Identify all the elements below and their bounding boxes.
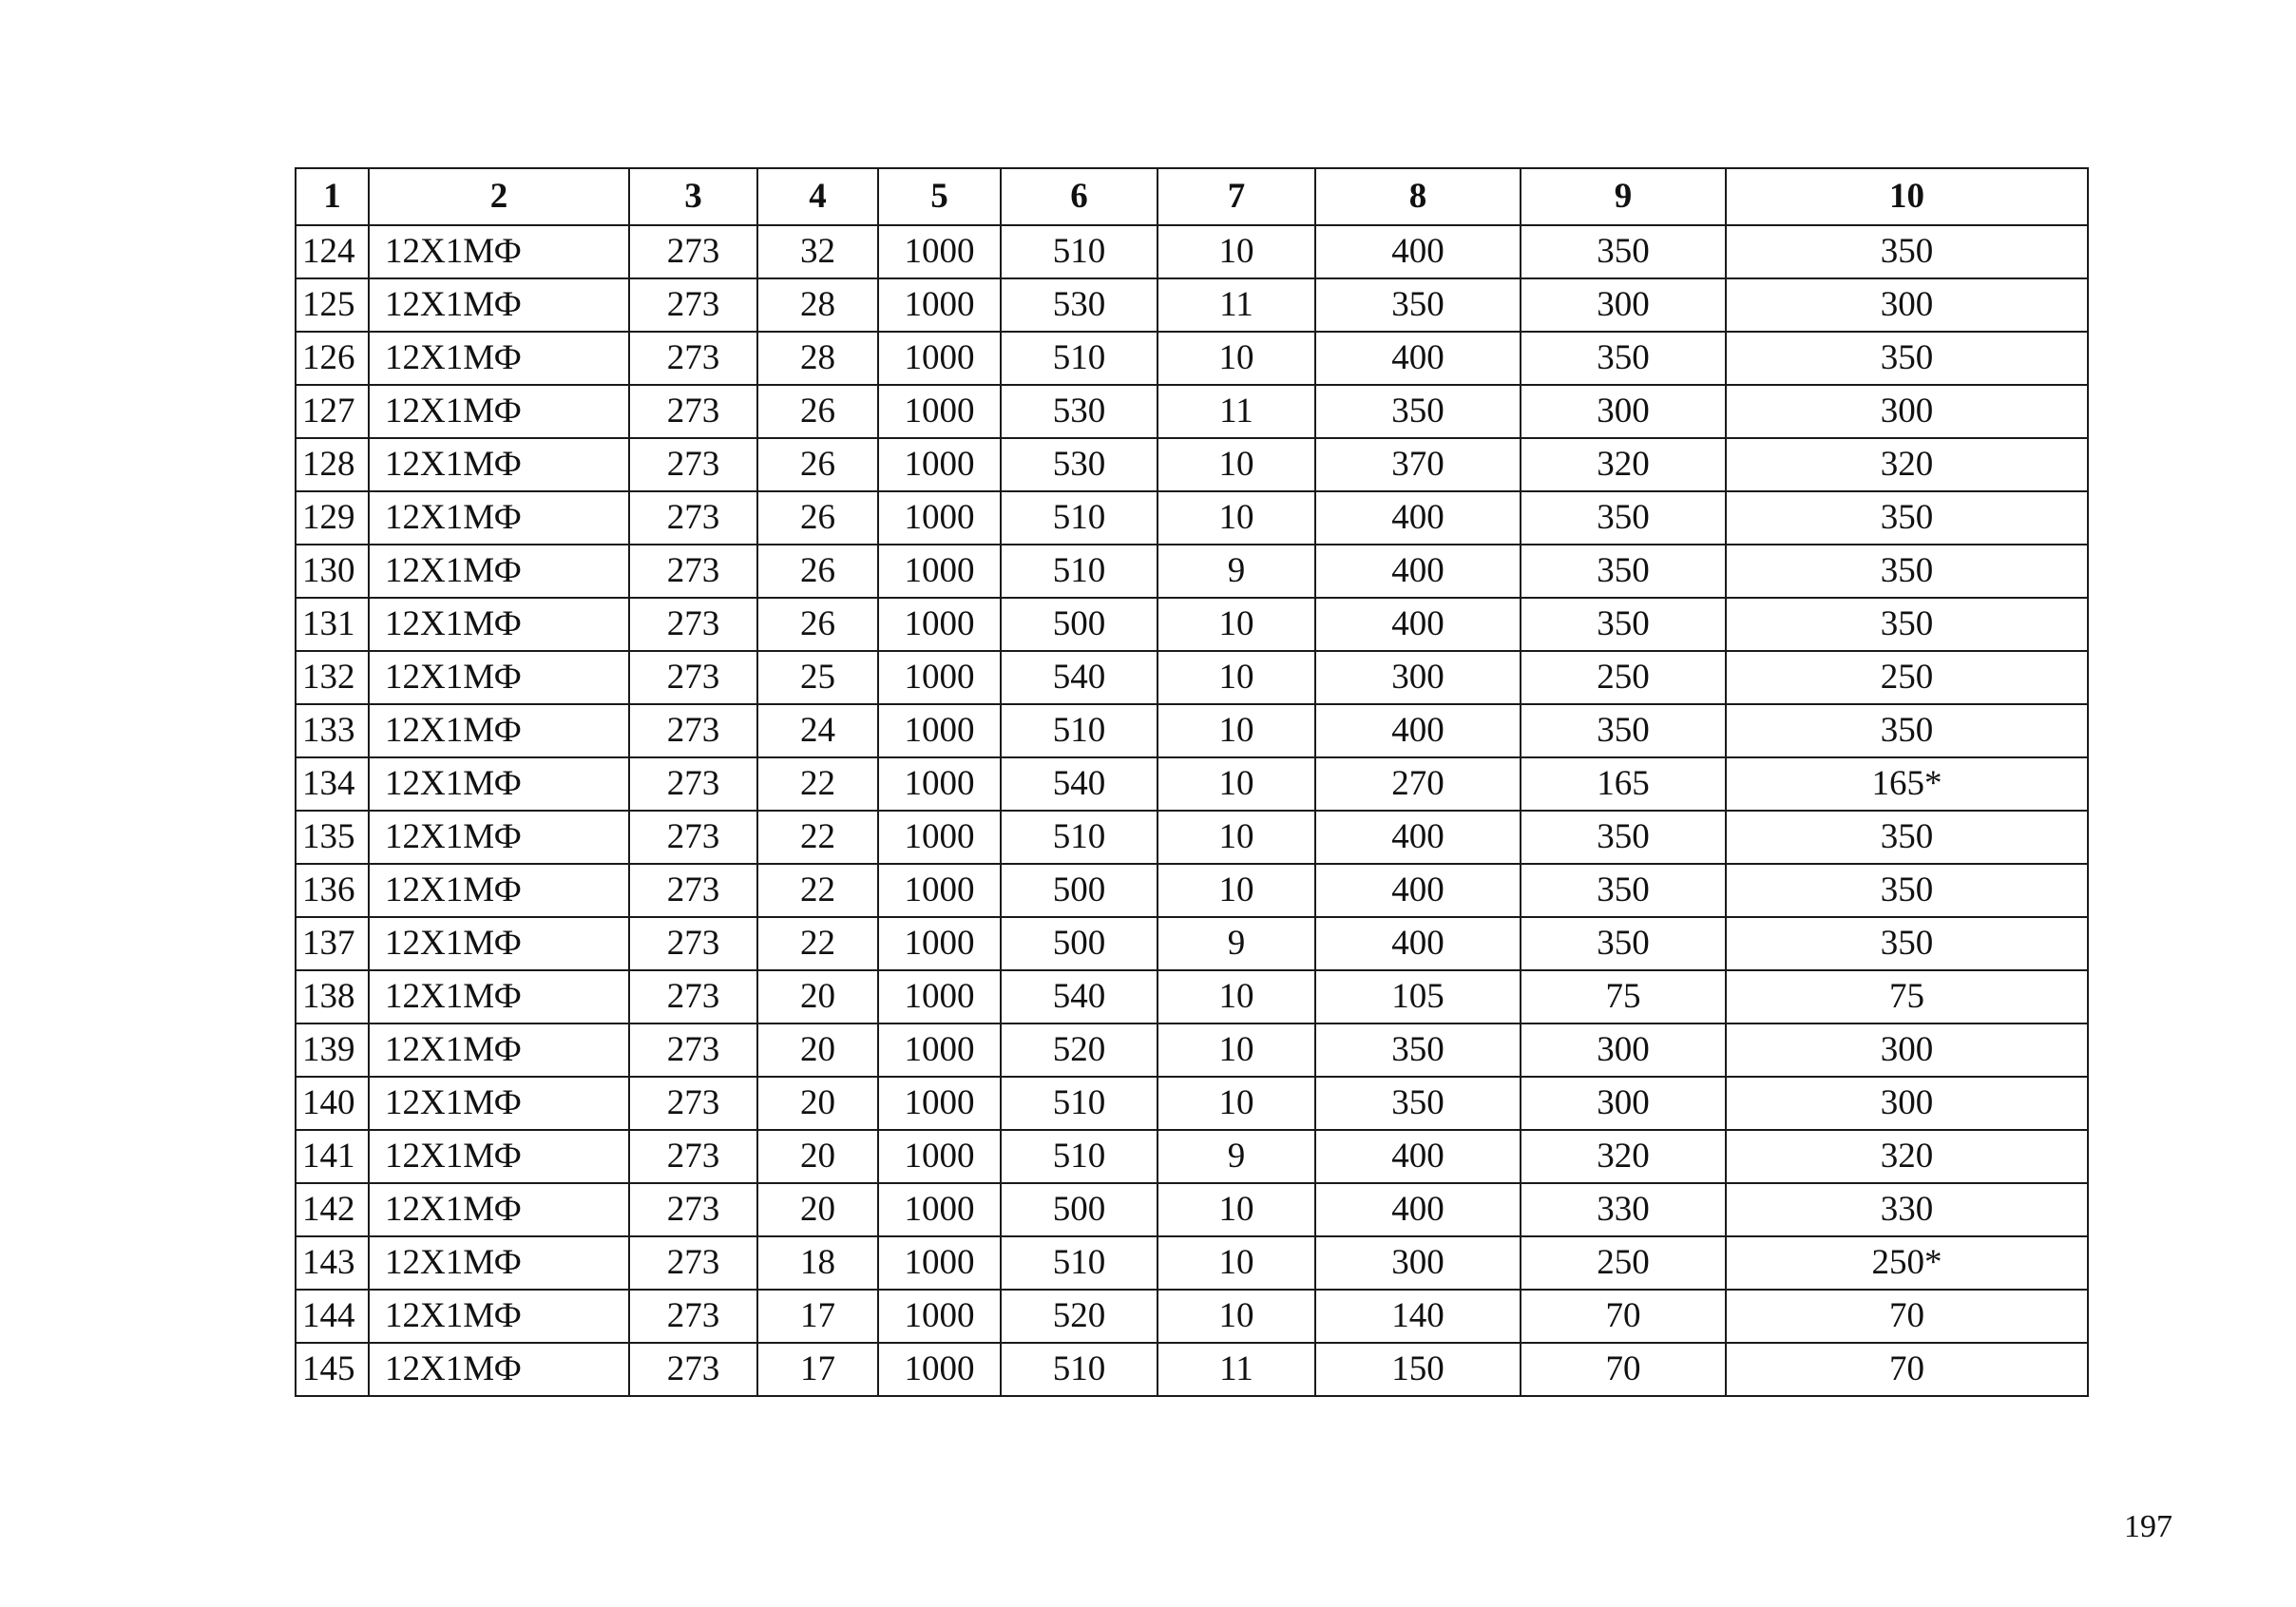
- table-cell-col-10: 350: [1726, 917, 2088, 970]
- table-cell-col-1: 137: [296, 917, 369, 970]
- table-cell-col-6: 510: [1001, 704, 1158, 757]
- column-header-4: 4: [757, 168, 878, 225]
- table-cell-col-10: 75: [1726, 970, 2088, 1024]
- table-cell-col-10: 350: [1726, 864, 2088, 917]
- table-cell-col-3: 273: [629, 1024, 757, 1077]
- table-cell-col-10: 250: [1726, 651, 2088, 704]
- table-cell-col-6: 540: [1001, 651, 1158, 704]
- table-cell-col-10: 330: [1726, 1183, 2088, 1236]
- table-cell-col-7: 10: [1158, 704, 1315, 757]
- table-row: [296, 225, 2088, 278]
- table-cell-col-8: 270: [1315, 757, 1521, 811]
- table-row: [296, 651, 2088, 704]
- table-cell-col-6: 510: [1001, 545, 1158, 598]
- table-cell-col-3: 273: [629, 385, 757, 438]
- table-cell-col-7: 10: [1158, 864, 1315, 917]
- table-cell-col-5: 1000: [878, 1024, 1001, 1077]
- table-row: [296, 598, 2088, 651]
- table-cell-col-2: 12Х1МФ: [369, 385, 629, 438]
- table-cell-col-4: 28: [757, 332, 878, 385]
- table-cell-col-9: 70: [1521, 1343, 1726, 1396]
- table-cell-col-9: 350: [1521, 491, 1726, 545]
- table-cell-col-3: 273: [629, 811, 757, 864]
- table-cell-col-1: 133: [296, 704, 369, 757]
- table-cell-col-10: 300: [1726, 1024, 2088, 1077]
- table-cell-col-10: 350: [1726, 811, 2088, 864]
- table-cell-col-10: 165*: [1726, 757, 2088, 811]
- table-cell-col-8: 400: [1315, 332, 1521, 385]
- table-cell-col-1: 143: [296, 1236, 369, 1290]
- data-table: [295, 167, 2089, 1397]
- table-row: [296, 1343, 2088, 1396]
- table-cell-col-9: 350: [1521, 811, 1726, 864]
- table-cell-col-9: 300: [1521, 1024, 1726, 1077]
- table-cell-col-8: 400: [1315, 1183, 1521, 1236]
- table-cell-col-10: 320: [1726, 438, 2088, 491]
- table-row: [296, 1130, 2088, 1183]
- table-cell-col-8: 350: [1315, 1024, 1521, 1077]
- table-cell-col-6: 500: [1001, 864, 1158, 917]
- table-cell-col-7: 10: [1158, 438, 1315, 491]
- column-header-2: 2: [369, 168, 629, 225]
- table-cell-col-7: 10: [1158, 225, 1315, 278]
- table-header: [296, 168, 2088, 225]
- table-cell-col-1: 127: [296, 385, 369, 438]
- table-row: [296, 757, 2088, 811]
- table-cell-col-4: 32: [757, 225, 878, 278]
- column-header-7: 7: [1158, 168, 1315, 225]
- table-cell-col-10: 350: [1726, 704, 2088, 757]
- table-cell-col-2: 12Х1МФ: [369, 651, 629, 704]
- table-cell-col-7: 10: [1158, 1077, 1315, 1130]
- table-cell-col-5: 1000: [878, 385, 1001, 438]
- table-cell-col-2: 12Х1МФ: [369, 278, 629, 332]
- table-cell-col-4: 22: [757, 757, 878, 811]
- table-cell-col-4: 17: [757, 1343, 878, 1396]
- table-cell-col-9: 250: [1521, 651, 1726, 704]
- table-cell-col-1: 130: [296, 545, 369, 598]
- table-row: [296, 385, 2088, 438]
- table-cell-col-5: 1000: [878, 704, 1001, 757]
- table-cell-col-1: 132: [296, 651, 369, 704]
- table-row: [296, 1024, 2088, 1077]
- table-cell-col-3: 273: [629, 598, 757, 651]
- column-header-3: 3: [629, 168, 757, 225]
- table-cell-col-10: 350: [1726, 332, 2088, 385]
- table-cell-col-5: 1000: [878, 225, 1001, 278]
- table-cell-col-5: 1000: [878, 598, 1001, 651]
- table-cell-col-5: 1000: [878, 1130, 1001, 1183]
- table-cell-col-7: 10: [1158, 651, 1315, 704]
- table-cell-col-10: 350: [1726, 598, 2088, 651]
- table-cell-col-9: 70: [1521, 1290, 1726, 1343]
- table-cell-col-10: 300: [1726, 385, 2088, 438]
- table-cell-col-8: 400: [1315, 917, 1521, 970]
- table-cell-col-8: 300: [1315, 651, 1521, 704]
- table-cell-col-9: 250: [1521, 1236, 1726, 1290]
- table-row: [296, 1290, 2088, 1343]
- table-cell-col-10: 250*: [1726, 1236, 2088, 1290]
- table-cell-col-7: 9: [1158, 545, 1315, 598]
- table-cell-col-5: 1000: [878, 545, 1001, 598]
- table-row: [296, 438, 2088, 491]
- table-cell-col-7: 10: [1158, 1183, 1315, 1236]
- table-cell-col-5: 1000: [878, 757, 1001, 811]
- table-row: [296, 332, 2088, 385]
- column-header-9: 9: [1521, 168, 1726, 225]
- table-cell-col-3: 273: [629, 545, 757, 598]
- table-cell-col-2: 12Х1МФ: [369, 757, 629, 811]
- table-cell-col-6: 510: [1001, 225, 1158, 278]
- table-cell-col-6: 530: [1001, 438, 1158, 491]
- table-cell-col-4: 26: [757, 385, 878, 438]
- table-cell-col-1: 125: [296, 278, 369, 332]
- table-cell-col-7: 9: [1158, 1130, 1315, 1183]
- table-cell-col-9: 330: [1521, 1183, 1726, 1236]
- column-header-10: 10: [1726, 168, 2088, 225]
- table-cell-col-9: 165: [1521, 757, 1726, 811]
- table-cell-col-3: 273: [629, 225, 757, 278]
- table-cell-col-4: 25: [757, 651, 878, 704]
- table-cell-col-7: 10: [1158, 970, 1315, 1024]
- table-cell-col-5: 1000: [878, 811, 1001, 864]
- table-cell-col-9: 350: [1521, 598, 1726, 651]
- table-cell-col-3: 273: [629, 1077, 757, 1130]
- table-cell-col-7: 11: [1158, 278, 1315, 332]
- table-cell-col-3: 273: [629, 1130, 757, 1183]
- table-cell-col-7: 10: [1158, 1024, 1315, 1077]
- table-cell-col-2: 12Х1МФ: [369, 332, 629, 385]
- table-cell-col-8: 400: [1315, 598, 1521, 651]
- table-cell-col-4: 26: [757, 545, 878, 598]
- table-row: [296, 704, 2088, 757]
- table-cell-col-8: 400: [1315, 1130, 1521, 1183]
- table-cell-col-4: 17: [757, 1290, 878, 1343]
- table-cell-col-1: 135: [296, 811, 369, 864]
- table-row: [296, 1183, 2088, 1236]
- table-cell-col-4: 20: [757, 970, 878, 1024]
- table-row: [296, 1077, 2088, 1130]
- table-cell-col-8: 105: [1315, 970, 1521, 1024]
- table-cell-col-10: 70: [1726, 1290, 2088, 1343]
- table-cell-col-6: 510: [1001, 332, 1158, 385]
- table-cell-col-5: 1000: [878, 1343, 1001, 1396]
- table-cell-col-4: 26: [757, 598, 878, 651]
- table-cell-col-6: 520: [1001, 1024, 1158, 1077]
- table-cell-col-1: 128: [296, 438, 369, 491]
- table-cell-col-2: 12Х1МФ: [369, 225, 629, 278]
- table-cell-col-3: 273: [629, 438, 757, 491]
- table-cell-col-10: 320: [1726, 1130, 2088, 1183]
- table-cell-col-6: 500: [1001, 1183, 1158, 1236]
- column-header-5: 5: [878, 168, 1001, 225]
- table-cell-col-2: 12Х1МФ: [369, 970, 629, 1024]
- table-cell-col-8: 350: [1315, 278, 1521, 332]
- table-cell-col-1: 136: [296, 864, 369, 917]
- table-body: [296, 225, 2088, 1396]
- table-cell-col-8: 350: [1315, 1077, 1521, 1130]
- table-cell-col-7: 10: [1158, 757, 1315, 811]
- table-cell-col-10: 350: [1726, 491, 2088, 545]
- column-header-8: 8: [1315, 168, 1521, 225]
- table-cell-col-4: 22: [757, 811, 878, 864]
- table-cell-col-3: 273: [629, 970, 757, 1024]
- table-cell-col-4: 22: [757, 917, 878, 970]
- table-cell-col-6: 540: [1001, 970, 1158, 1024]
- table-cell-col-5: 1000: [878, 1290, 1001, 1343]
- column-header-1: 1: [296, 168, 369, 225]
- table-cell-col-7: 10: [1158, 1290, 1315, 1343]
- table-cell-col-7: 11: [1158, 385, 1315, 438]
- table-cell-col-5: 1000: [878, 864, 1001, 917]
- table-cell-col-9: 75: [1521, 970, 1726, 1024]
- table-cell-col-9: 300: [1521, 1077, 1726, 1130]
- table-row: [296, 278, 2088, 332]
- table-cell-col-5: 1000: [878, 970, 1001, 1024]
- table-cell-col-8: 370: [1315, 438, 1521, 491]
- table-cell-col-6: 510: [1001, 491, 1158, 545]
- table-cell-col-8: 150: [1315, 1343, 1521, 1396]
- table-cell-col-7: 10: [1158, 811, 1315, 864]
- table-cell-col-2: 12Х1МФ: [369, 917, 629, 970]
- table-cell-col-3: 273: [629, 704, 757, 757]
- table-cell-col-8: 400: [1315, 491, 1521, 545]
- table-cell-col-2: 12Х1МФ: [369, 864, 629, 917]
- table-cell-col-7: 10: [1158, 598, 1315, 651]
- table-cell-col-9: 350: [1521, 545, 1726, 598]
- table-cell-col-2: 12Х1МФ: [369, 545, 629, 598]
- table-cell-col-6: 510: [1001, 1130, 1158, 1183]
- table-cell-col-2: 12Х1МФ: [369, 491, 629, 545]
- table-cell-col-6: 520: [1001, 1290, 1158, 1343]
- table-cell-col-10: 300: [1726, 278, 2088, 332]
- table-cell-col-4: 24: [757, 704, 878, 757]
- table-cell-col-5: 1000: [878, 1236, 1001, 1290]
- table-cell-col-2: 12Х1МФ: [369, 1343, 629, 1396]
- table-cell-col-6: 510: [1001, 1077, 1158, 1130]
- table-cell-col-9: 300: [1521, 278, 1726, 332]
- page-number: 197: [2124, 1509, 2172, 1544]
- table-cell-col-2: 12Х1МФ: [369, 1024, 629, 1077]
- table-cell-col-2: 12Х1МФ: [369, 811, 629, 864]
- table-cell-col-6: 540: [1001, 757, 1158, 811]
- table-cell-col-9: 350: [1521, 864, 1726, 917]
- table-cell-col-2: 12Х1МФ: [369, 1077, 629, 1130]
- table-cell-col-3: 273: [629, 1290, 757, 1343]
- table-cell-col-6: 530: [1001, 385, 1158, 438]
- table-cell-col-10: 300: [1726, 1077, 2088, 1130]
- table-cell-col-3: 273: [629, 1183, 757, 1236]
- table-cell-col-5: 1000: [878, 1183, 1001, 1236]
- header-row: [296, 168, 2088, 225]
- table-cell-col-2: 12Х1МФ: [369, 438, 629, 491]
- table-cell-col-8: 400: [1315, 811, 1521, 864]
- table-cell-col-6: 510: [1001, 1236, 1158, 1290]
- table-row: [296, 491, 2088, 545]
- table-cell-col-1: 129: [296, 491, 369, 545]
- table-cell-col-2: 12Х1МФ: [369, 1290, 629, 1343]
- table-row: [296, 545, 2088, 598]
- table-cell-col-1: 134: [296, 757, 369, 811]
- table-cell-col-3: 273: [629, 757, 757, 811]
- table-cell-col-8: 300: [1315, 1236, 1521, 1290]
- table-cell-col-5: 1000: [878, 332, 1001, 385]
- table-cell-col-7: 9: [1158, 917, 1315, 970]
- table-cell-col-5: 1000: [878, 917, 1001, 970]
- table-cell-col-8: 400: [1315, 225, 1521, 278]
- table-cell-col-1: 124: [296, 225, 369, 278]
- table-cell-col-6: 510: [1001, 811, 1158, 864]
- table-cell-col-4: 18: [757, 1236, 878, 1290]
- table-cell-col-8: 350: [1315, 385, 1521, 438]
- table-row: [296, 917, 2088, 970]
- table-cell-col-2: 12Х1МФ: [369, 1183, 629, 1236]
- table-cell-col-4: 20: [757, 1130, 878, 1183]
- table-cell-col-10: 70: [1726, 1343, 2088, 1396]
- table-cell-col-5: 1000: [878, 491, 1001, 545]
- table-row: [296, 811, 2088, 864]
- table-cell-col-4: 20: [757, 1183, 878, 1236]
- table-row: [296, 1236, 2088, 1290]
- table-cell-col-5: 1000: [878, 651, 1001, 704]
- table-cell-col-4: 20: [757, 1077, 878, 1130]
- table-cell-col-5: 1000: [878, 278, 1001, 332]
- table-cell-col-6: 500: [1001, 598, 1158, 651]
- table-cell-col-7: 10: [1158, 332, 1315, 385]
- table-cell-col-6: 530: [1001, 278, 1158, 332]
- table-cell-col-9: 350: [1521, 917, 1726, 970]
- table-cell-col-8: 400: [1315, 864, 1521, 917]
- table-cell-col-2: 12Х1МФ: [369, 598, 629, 651]
- column-header-6: 6: [1001, 168, 1158, 225]
- table-cell-col-3: 273: [629, 332, 757, 385]
- table-cell-col-4: 22: [757, 864, 878, 917]
- table-cell-col-5: 1000: [878, 1077, 1001, 1130]
- table-cell-col-1: 126: [296, 332, 369, 385]
- table-cell-col-6: 500: [1001, 917, 1158, 970]
- table-cell-col-3: 273: [629, 1236, 757, 1290]
- table-cell-col-1: 145: [296, 1343, 369, 1396]
- table-cell-col-10: 350: [1726, 545, 2088, 598]
- table-cell-col-9: 320: [1521, 1130, 1726, 1183]
- table-cell-col-1: 131: [296, 598, 369, 651]
- table-cell-col-1: 144: [296, 1290, 369, 1343]
- table-cell-col-4: 26: [757, 438, 878, 491]
- table-cell-col-5: 1000: [878, 438, 1001, 491]
- table-cell-col-3: 273: [629, 917, 757, 970]
- table-cell-col-7: 11: [1158, 1343, 1315, 1396]
- table-cell-col-9: 350: [1521, 332, 1726, 385]
- table-cell-col-10: 350: [1726, 225, 2088, 278]
- table-row: [296, 970, 2088, 1024]
- table-row: [296, 864, 2088, 917]
- table-cell-col-9: 350: [1521, 225, 1726, 278]
- table-cell-col-3: 273: [629, 1343, 757, 1396]
- table-cell-col-8: 400: [1315, 704, 1521, 757]
- table-cell-col-1: 141: [296, 1130, 369, 1183]
- table-cell-col-8: 140: [1315, 1290, 1521, 1343]
- table-cell-col-2: 12Х1МФ: [369, 704, 629, 757]
- table-cell-col-9: 350: [1521, 704, 1726, 757]
- table-cell-col-2: 12Х1МФ: [369, 1236, 629, 1290]
- table-cell-col-6: 510: [1001, 1343, 1158, 1396]
- table-cell-col-9: 300: [1521, 385, 1726, 438]
- table-cell-col-3: 273: [629, 278, 757, 332]
- table-cell-col-9: 320: [1521, 438, 1726, 491]
- table-cell-col-2: 12Х1МФ: [369, 1130, 629, 1183]
- table-cell-col-3: 273: [629, 491, 757, 545]
- table-cell-col-4: 26: [757, 491, 878, 545]
- table-cell-col-1: 138: [296, 970, 369, 1024]
- table-cell-col-7: 10: [1158, 1236, 1315, 1290]
- table-cell-col-4: 20: [757, 1024, 878, 1077]
- table-cell-col-3: 273: [629, 651, 757, 704]
- table-cell-col-8: 400: [1315, 545, 1521, 598]
- table-cell-col-4: 28: [757, 278, 878, 332]
- table-cell-col-1: 142: [296, 1183, 369, 1236]
- table-cell-col-3: 273: [629, 864, 757, 917]
- table-cell-col-1: 140: [296, 1077, 369, 1130]
- table-cell-col-7: 10: [1158, 491, 1315, 545]
- table-cell-col-1: 139: [296, 1024, 369, 1077]
